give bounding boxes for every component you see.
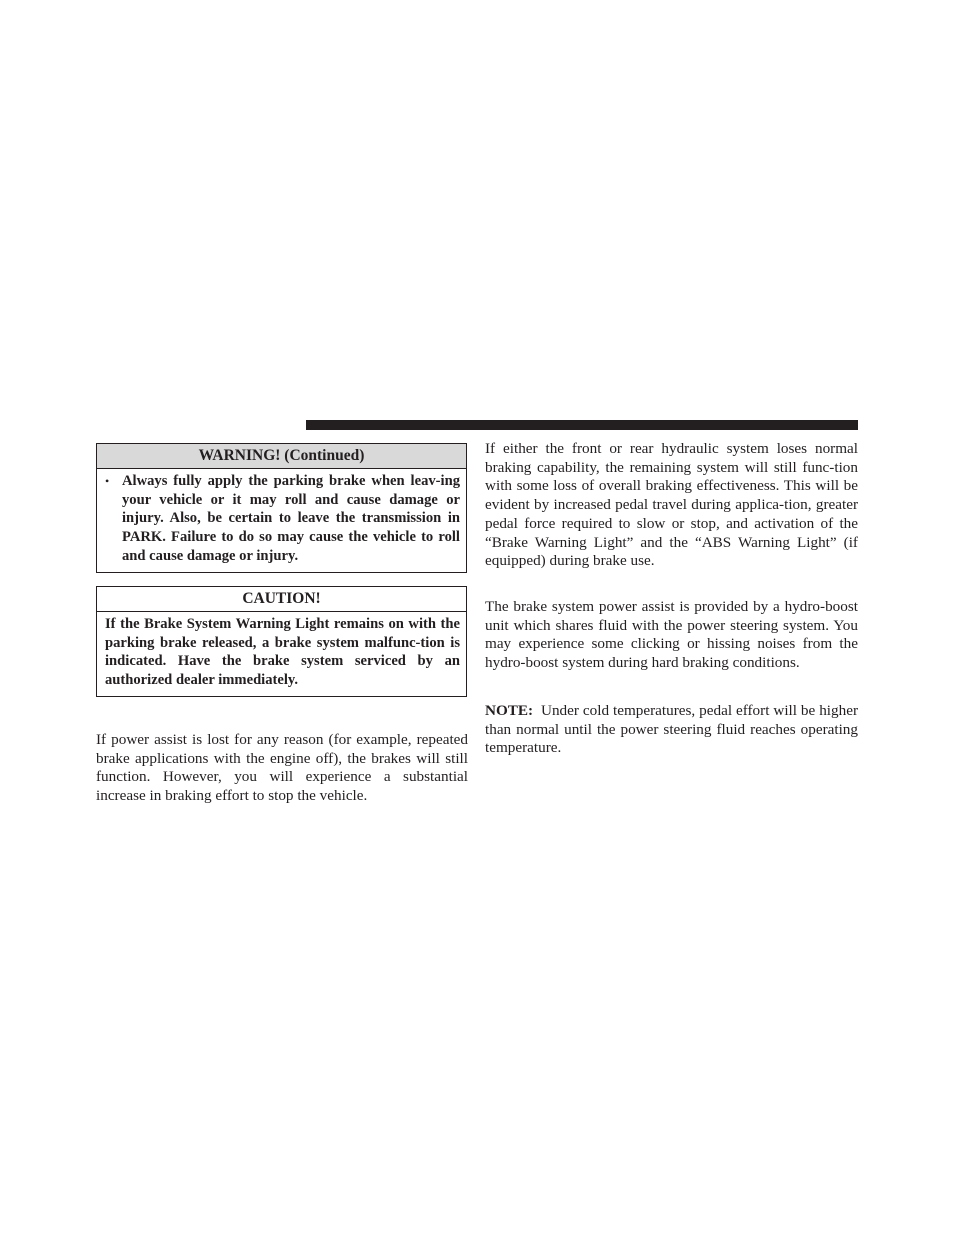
warning-item-text: Always fully apply the parking brake when leav-ing your vehicle or it may roll and cause damage or injury. Also, be certain to leave the transmission in PARK. Failure to do so may cause the vehicle to roll and cause damage or injury.	[122, 473, 460, 564]
caution-box	[96, 586, 467, 697]
warning-box	[96, 443, 467, 573]
warning-body	[97, 469, 466, 566]
note-paragraph	[485, 702, 858, 758]
caution-title: CAUTION!	[97, 587, 466, 612]
hydraulic-system-paragraph: If either the front or rear hydraulic system loses normal braking capability, the remaining system will still func-tion with some loss of overall braking effectiveness. This will be evident by increased pedal travel during applica-tion, greater pedal force required to slow or stop, and activation of the “Brake Warning Light” and the “ABS Warning Light” (if equipped) during brake use.	[485, 440, 858, 570]
warning-title: WARNING! (Continued)	[97, 444, 466, 469]
header-rule	[306, 420, 858, 430]
warning-list-item	[105, 472, 460, 566]
note-text: Under cold temperatures, pedal effort will be higher than normal until the power steering fluid reaches operating temperature.	[485, 702, 859, 757]
caution-text: If the Brake System Warning Light remains on with the parking brake released, a brake system malfunc-tion is indicated. Have the brake system serviced by an authorized dealer immediately.	[105, 616, 460, 689]
power-assist-paragraph: If power assist is lost for any reason (for example, repeated brake applications with the engine off), the brakes will still function. However, you will experience a substantial increase in braking effort to stop the vehicle.	[96, 731, 468, 805]
note-label: NOTE:	[485, 702, 534, 719]
bullet-icon: •	[105, 474, 110, 488]
hydro-boost-paragraph: The brake system power assist is provided by a hydro-boost unit which shares fluid with the power steering system. You may experience some clicking or hissing noises from the hydro-boost system during hard braking conditions.	[485, 598, 858, 672]
